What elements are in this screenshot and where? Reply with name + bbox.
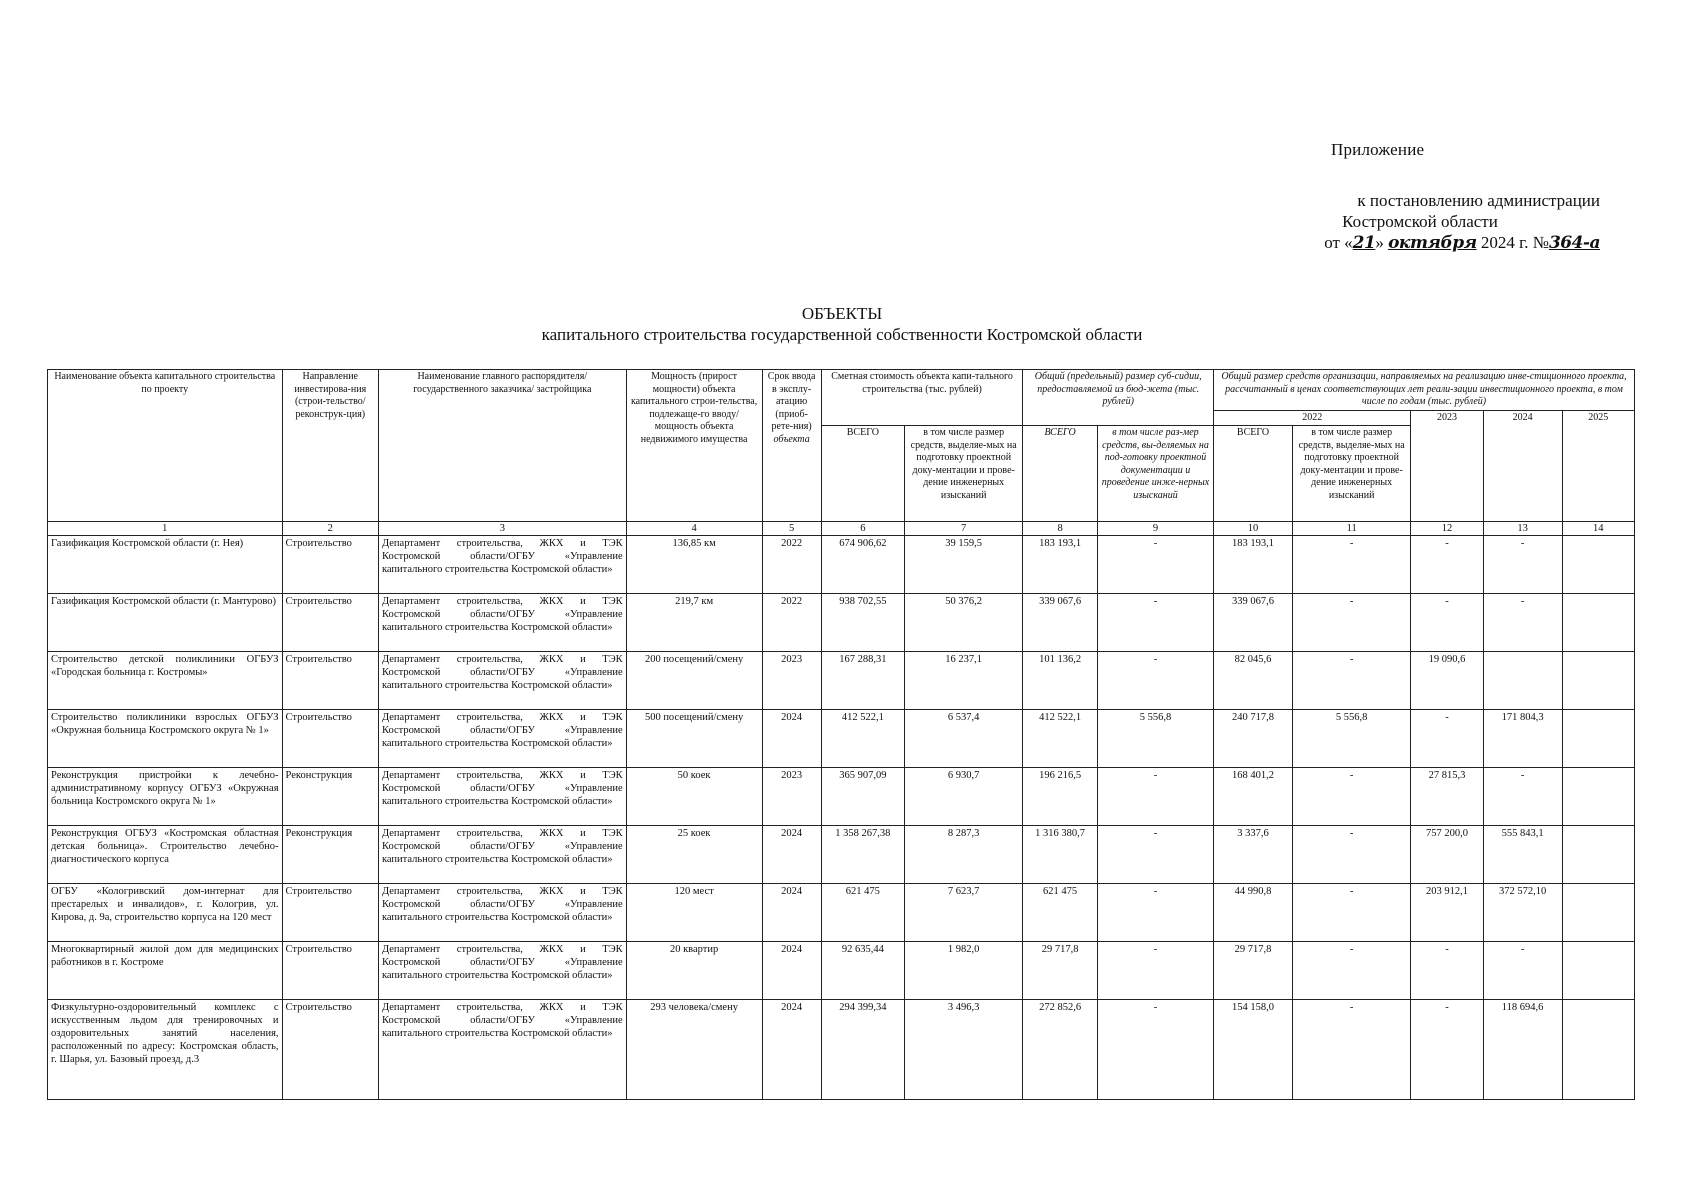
org-2022-design: -	[1292, 594, 1410, 652]
org-2022-design: -	[1292, 884, 1410, 942]
header-organization-funds: Общий размер средств организации, направляемых на реализацию инве-стиционного проекта, рассчитанный в ценах соответствующих лет реали-зации инвестиционного проекта, в том числе по годам (тыс. рублей)	[1214, 370, 1635, 411]
customer-name: Департамент строительства, ЖКХ и ТЭК Костромской области/ОГБУ «Управление капитального строительства Костромской области»	[378, 826, 626, 884]
col-number: 10	[1214, 522, 1293, 536]
col-number: 9	[1097, 522, 1213, 536]
table-row	[48, 652, 1635, 710]
object-name: Многоквартирный жилой дом для медицинских работников в г. Костроме	[48, 942, 283, 1000]
org-2023: -	[1411, 710, 1483, 768]
org-2023: -	[1411, 594, 1483, 652]
title-line-2: капитального строительства государственной собственности Костромской области	[541, 325, 1143, 344]
capacity: 293 человека/смену	[626, 1000, 762, 1100]
decree-line-1: к постановлению администрации	[1357, 191, 1600, 210]
org-2025	[1562, 594, 1634, 652]
subsidy-design: -	[1097, 594, 1213, 652]
customer-name: Департамент строительства, ЖКХ и ТЭК Костромской области/ОГБУ «Управление капитального строительства Костромской области»	[378, 768, 626, 826]
capacity: 219,7 км	[626, 594, 762, 652]
decree-reference	[1180, 190, 1600, 254]
org-2022-total: 154 158,0	[1214, 1000, 1293, 1100]
decree-number: 364-а	[1548, 233, 1600, 253]
col-number: 4	[626, 522, 762, 536]
commission-year: 2022	[762, 594, 821, 652]
subsidy-design: -	[1097, 884, 1213, 942]
header-year-2023: 2023	[1411, 410, 1483, 522]
object-name: Строительство поликлиники взрослых ОГБУЗ «Окружная больница Костромского округа № 1»	[48, 710, 283, 768]
org-2024: -	[1483, 768, 1562, 826]
capacity: 200 посещений/смену	[626, 652, 762, 710]
org-2022-total: 168 401,2	[1214, 768, 1293, 826]
decree-day: 21	[1352, 233, 1376, 253]
decree-month: октября	[1388, 233, 1477, 253]
header-direction: Направление инвестирова-ния (строи-тельство/ реконструк-ция)	[282, 370, 378, 522]
org-2022-design: -	[1292, 1000, 1410, 1100]
org-2024: 118 694,6	[1483, 1000, 1562, 1100]
cost-design: 16 237,1	[905, 652, 1023, 710]
header-subsidy: Общий (предельный) размер суб-сидии, предоставляемой из бюд-жета (тыс. рублей)	[1023, 370, 1214, 426]
decree-prefix: от «	[1324, 233, 1353, 252]
cost-total: 412 522,1	[821, 710, 904, 768]
org-2025	[1562, 1000, 1634, 1100]
header-cost-total: ВСЕГО	[821, 426, 904, 522]
title-line-1: ОБЪЕКТЫ	[801, 304, 883, 323]
header-estimated-cost: Сметная стоимость объекта капи-тального строительства (тыс. рублей)	[821, 370, 1023, 426]
cost-total: 938 702,55	[821, 594, 904, 652]
column-number-row	[48, 522, 1635, 536]
subsidy-design: -	[1097, 942, 1213, 1000]
decree-year: 2024 г. №	[1476, 233, 1549, 252]
investment-direction: Строительство	[282, 942, 378, 1000]
commission-year: 2024	[762, 1000, 821, 1100]
header-org-2022-design: в том числе размер средств, выделяе-мых на подготовку проектной доку-ментации и прове-дение инженерных изысканий	[1292, 426, 1410, 522]
object-name: Реконструкция пристройки к лечебно-административному корпусу ОГБУЗ «Окружная больница Костромского округа № 1»	[48, 768, 283, 826]
org-2023: -	[1411, 1000, 1483, 1100]
cost-design: 1 982,0	[905, 942, 1023, 1000]
header-subsidy-design: в том числе раз-мер средств, вы-деляемых на под-готовку проектной документации и проведение инже-нерных изысканий	[1097, 426, 1213, 522]
col-number: 3	[378, 522, 626, 536]
appendix-label: Приложение	[1331, 140, 1425, 159]
capacity: 136,85 км	[626, 536, 762, 594]
org-2022-total: 339 067,6	[1214, 594, 1293, 652]
table-row	[48, 884, 1635, 942]
org-2025	[1562, 942, 1634, 1000]
col-number: 7	[905, 522, 1023, 536]
subsidy-design: -	[1097, 768, 1213, 826]
subsidy-design: -	[1097, 1000, 1213, 1100]
decree-mid: »	[1375, 233, 1389, 252]
org-2024: 555 843,1	[1483, 826, 1562, 884]
commission-year: 2023	[762, 768, 821, 826]
subsidy-total: 412 522,1	[1023, 710, 1098, 768]
table-row	[48, 826, 1635, 884]
subsidy-total: 101 136,2	[1023, 652, 1098, 710]
document-title	[0, 303, 1684, 345]
header-org-2022-total: ВСЕГО	[1214, 426, 1293, 522]
customer-name: Департамент строительства, ЖКХ и ТЭК Костромской области/ОГБУ «Управление капитального строительства Костромской области»	[378, 942, 626, 1000]
cost-total: 167 288,31	[821, 652, 904, 710]
cost-design: 8 287,3	[905, 826, 1023, 884]
cost-design: 7 623,7	[905, 884, 1023, 942]
object-name: Газификация Костромской области (г. Нея)	[48, 536, 283, 594]
org-2023: -	[1411, 942, 1483, 1000]
object-name: Реконструкция ОГБУЗ «Костромская областная детская больница». Строительство лечебно-диагностического корпуса	[48, 826, 283, 884]
capacity: 500 посещений/смену	[626, 710, 762, 768]
commission-year: 2024	[762, 884, 821, 942]
capacity: 20 квартир	[626, 942, 762, 1000]
header-customer: Наименование главного распорядителя/ государственного заказчика/ застройщика	[378, 370, 626, 522]
cost-total: 674 906,62	[821, 536, 904, 594]
cost-total: 365 907,09	[821, 768, 904, 826]
subsidy-total: 29 717,8	[1023, 942, 1098, 1000]
col-number: 8	[1023, 522, 1098, 536]
col-number: 13	[1483, 522, 1562, 536]
commission-year: 2023	[762, 652, 821, 710]
object-name: Строительство детской поликлиники ОГБУЗ «Городская больница г. Костромы»	[48, 652, 283, 710]
table-row	[48, 710, 1635, 768]
org-2023: 27 815,3	[1411, 768, 1483, 826]
org-2022-design: -	[1292, 942, 1410, 1000]
object-name: Физкультурно-оздоровительный комплекс с искусственным льдом для тренировочных и оздоровительных занятий населения, расположенный по адресу: Костромская область, г. Шарья, ул. Базовый проезд, д.3	[48, 1000, 283, 1100]
org-2024: 372 572,10	[1483, 884, 1562, 942]
subsidy-design: -	[1097, 536, 1213, 594]
investment-direction: Строительство	[282, 710, 378, 768]
table-row	[48, 768, 1635, 826]
cost-total: 621 475	[821, 884, 904, 942]
cost-design: 6 537,4	[905, 710, 1023, 768]
org-2024: -	[1483, 942, 1562, 1000]
cost-design: 39 159,5	[905, 536, 1023, 594]
col-number: 11	[1292, 522, 1410, 536]
org-2025	[1562, 768, 1634, 826]
org-2023: 203 912,1	[1411, 884, 1483, 942]
table-row	[48, 1000, 1635, 1100]
customer-name: Департамент строительства, ЖКХ и ТЭК Костромской области/ОГБУ «Управление капитального строительства Костромской области»	[378, 652, 626, 710]
table-body	[48, 536, 1635, 1100]
commission-year: 2022	[762, 536, 821, 594]
commission-year: 2024	[762, 826, 821, 884]
org-2024: -	[1483, 594, 1562, 652]
object-name: Газификация Костромской области (г. Мантурово)	[48, 594, 283, 652]
org-2025	[1562, 536, 1634, 594]
org-2025	[1562, 710, 1634, 768]
cost-total: 1 358 267,38	[821, 826, 904, 884]
decree-line-2: Костромской области	[1342, 212, 1498, 231]
table-row	[48, 942, 1635, 1000]
investment-direction: Реконструкция	[282, 768, 378, 826]
org-2022-design: -	[1292, 768, 1410, 826]
org-2025	[1562, 652, 1634, 710]
investment-direction: Строительство	[282, 884, 378, 942]
org-2024: -	[1483, 536, 1562, 594]
org-2023: 19 090,6	[1411, 652, 1483, 710]
decree-line-3	[1180, 232, 1600, 254]
col-number: 2	[282, 522, 378, 536]
org-2024: 171 804,3	[1483, 710, 1562, 768]
investment-direction: Строительство	[282, 536, 378, 594]
org-2022-design: -	[1292, 652, 1410, 710]
table-row	[48, 536, 1635, 594]
header-cost-design: в том числе размер средств, выделяе-мых на подготовку проектной доку-ментации и прове-дение инженерных изысканий	[905, 426, 1023, 522]
org-2022-total: 240 717,8	[1214, 710, 1293, 768]
customer-name: Департамент строительства, ЖКХ и ТЭК Костромской области/ОГБУ «Управление капитального строительства Костромской области»	[378, 594, 626, 652]
table-header	[48, 370, 1635, 536]
col-number: 5	[762, 522, 821, 536]
header-capacity: Мощность (прирост мощности) объекта капитального строи-тельства, подлежаще-го вводу/мощность объекта недвижимого имущества	[626, 370, 762, 522]
subsidy-total: 183 193,1	[1023, 536, 1098, 594]
subsidy-total: 339 067,6	[1023, 594, 1098, 652]
org-2022-total: 29 717,8	[1214, 942, 1293, 1000]
commission-year: 2024	[762, 710, 821, 768]
header-year-2022: 2022	[1214, 410, 1411, 426]
org-2022-design: 5 556,8	[1292, 710, 1410, 768]
investment-direction: Строительство	[282, 652, 378, 710]
customer-name: Департамент строительства, ЖКХ и ТЭК Костромской области/ОГБУ «Управление капитального строительства Костромской области»	[378, 536, 626, 594]
col-number: 6	[821, 522, 904, 536]
subsidy-total: 272 852,6	[1023, 1000, 1098, 1100]
org-2022-total: 82 045,6	[1214, 652, 1293, 710]
org-2022-design: -	[1292, 536, 1410, 594]
investment-direction: Реконструкция	[282, 826, 378, 884]
header-year-2025: 2025	[1562, 410, 1634, 522]
col-number: 1	[48, 522, 283, 536]
header-commission-year-text: Срок ввода в эксплу-атацию (приоб-рете-ния)	[767, 371, 816, 432]
cost-total: 294 399,34	[821, 1000, 904, 1100]
org-2024	[1483, 652, 1562, 710]
header-commission-year	[762, 370, 821, 522]
subsidy-total: 1 316 380,7	[1023, 826, 1098, 884]
org-2022-total: 3 337,6	[1214, 826, 1293, 884]
subsidy-design: 5 556,8	[1097, 710, 1213, 768]
cost-design: 6 930,7	[905, 768, 1023, 826]
cost-design: 50 376,2	[905, 594, 1023, 652]
subsidy-total: 621 475	[1023, 884, 1098, 942]
customer-name: Департамент строительства, ЖКХ и ТЭК Костромской области/ОГБУ «Управление капитального строительства Костромской области»	[378, 884, 626, 942]
commission-year: 2024	[762, 942, 821, 1000]
org-2025	[1562, 884, 1634, 942]
header-year-2024: 2024	[1483, 410, 1562, 522]
subsidy-design: -	[1097, 652, 1213, 710]
cost-total: 92 635,44	[821, 942, 904, 1000]
capacity: 50 коек	[626, 768, 762, 826]
objects-table	[47, 369, 1635, 1100]
table-row	[48, 594, 1635, 652]
col-number: 14	[1562, 522, 1634, 536]
cost-design: 3 496,3	[905, 1000, 1023, 1100]
investment-direction: Строительство	[282, 1000, 378, 1100]
object-name: ОГБУ «Кологривский дом-интернат для престарелых и инвалидов», г. Кологрив, ул. Кирова, д. 9а, строительство корпуса на 120 мест	[48, 884, 283, 942]
investment-direction: Строительство	[282, 594, 378, 652]
subsidy-design: -	[1097, 826, 1213, 884]
org-2023: -	[1411, 536, 1483, 594]
header-object-name: Наименование объекта капитального строительства по проекту	[48, 370, 283, 522]
org-2022-total: 44 990,8	[1214, 884, 1293, 942]
capacity: 25 коек	[626, 826, 762, 884]
org-2025	[1562, 826, 1634, 884]
header-subsidy-total: ВСЕГО	[1023, 426, 1098, 522]
org-2022-design: -	[1292, 826, 1410, 884]
org-2022-total: 183 193,1	[1214, 536, 1293, 594]
col-number: 12	[1411, 522, 1483, 536]
customer-name: Департамент строительства, ЖКХ и ТЭК Костромской области/ОГБУ «Управление капитального строительства Костромской области»	[378, 1000, 626, 1100]
header-commission-year-object: объекта	[773, 433, 810, 445]
capacity: 120 мест	[626, 884, 762, 942]
org-2023: 757 200,0	[1411, 826, 1483, 884]
subsidy-total: 196 216,5	[1023, 768, 1098, 826]
customer-name: Департамент строительства, ЖКХ и ТЭК Костромской области/ОГБУ «Управление капитального строительства Костромской области»	[378, 710, 626, 768]
